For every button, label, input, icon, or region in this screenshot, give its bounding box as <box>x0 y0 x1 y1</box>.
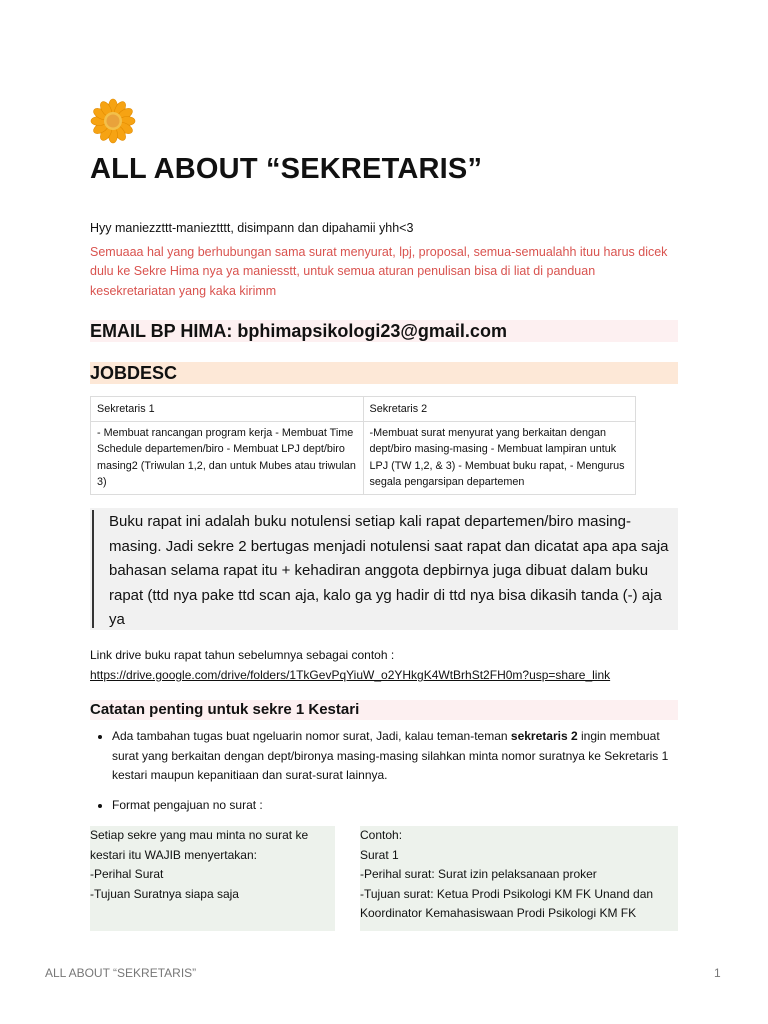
page-number: 1 <box>714 966 721 980</box>
example-line: -Tujuan surat: Ketua Prodi Psikologi KM FK Unand dan Koordinator Kemahasiswaan Prodi Psikologi KM FK <box>360 886 654 920</box>
list-item <box>112 727 678 786</box>
jobdesc-table <box>90 396 636 495</box>
format-example-box <box>360 826 678 931</box>
quote-block <box>90 508 678 630</box>
table-row <box>91 421 636 494</box>
notice-text: Semuaaa hal yang berhubungan sama surat menyurat, lpj, proposal, semua-semualahh ituu harus dicek dulu ke Sekre Hima nya ya maniesstt, untuk semua aturan penulisan bisa di liat di panduan kesekretariatan yang kaka kirimm <box>90 244 668 298</box>
format-line: kestari itu WAJIB menyertakan: <box>90 847 257 862</box>
drive-link-block <box>90 645 678 685</box>
format-line: -Perihal Surat <box>90 867 164 881</box>
format-line: Setiap sekre yang mau minta no surat ke <box>90 828 309 842</box>
table-header-cell: Sekretaris 1 <box>91 397 364 422</box>
note-text: ingin membuat surat yang berkaitan dengan dept/bironya masing-masing silahkan minta nomor suratnya ke Sekretaris 1 kestari maupun kepanitiaan dan surat-surat lainnya. <box>112 729 669 782</box>
drive-link[interactable]: https://drive.google.com/drive/folders/1TkGevPqYiuW_o2YHkgK4WtBrhSt2FH0m?usp=share_link <box>90 668 611 682</box>
format-requirements-box <box>90 826 335 931</box>
jobdesc-heading: JOBDESC <box>90 362 678 384</box>
table-header-row <box>91 397 636 422</box>
table-cell: - Membuat rancangan program kerja - Membuat Time Schedule departemen/biro - Membuat LPJ dept/biro masing2 (Triwulan 1,2, dan untuk Mubes atau triwulan 3) <box>91 421 364 494</box>
page-title: ALL ABOUT “SEKRETARIS” <box>90 153 483 185</box>
footer-title: ALL ABOUT “SEKRETARIS” <box>45 966 197 980</box>
table-cell: -Membuat surat menyurat yang berkaitan dengan dept/biro masing-masing - Membuat lampiran untuk LPJ (TW 1,2, & 3) - Membuat buku rapat, - Mengurus segala pengarsipan departemen <box>363 421 636 494</box>
example-line: Surat 1 <box>360 847 399 862</box>
note-bold-text: sekretaris 2 <box>510 729 578 743</box>
quote-text: Buku rapat ini adalah buku notulensi setiap kali rapat departemen/biro masing-masing. Jadi sekre 2 bertugas menjadi notulensi saat rapat dan dicatat apa apa saja bahasan selama rapat itu + kehadiran anggota depbirnya juga dibuat dalam buku rapat (ttd nya pake ttd scan aja, kalo ga yg hadir di ttd nya bisa dikasih tanda (-) aja ya <box>109 513 669 628</box>
sunflower-icon <box>90 98 136 144</box>
email-heading: EMAIL BP HIMA: bphimapsikologi23@gmail.com <box>90 320 678 342</box>
note-text: Ada tambahan tugas buat ngeluarin nomor surat, Jadi, kalau teman-teman <box>112 729 511 743</box>
list-item: • Format pengajuan no surat : <box>112 796 678 816</box>
catatan-heading: Catatan penting untuk sekre 1 Kestari <box>90 700 678 720</box>
format-line: -Tujuan Suratnya siapa saja <box>90 886 239 901</box>
example-line: Contoh: <box>360 828 403 842</box>
table-header-cell: Sekretaris 2 <box>363 397 636 422</box>
greeting-text: Hyy maniezzttt-manieztttt, disimpann dan dipahamii yhh<3 <box>90 221 414 235</box>
quote-bar <box>92 510 94 628</box>
example-line: -Perihal surat: Surat izin pelaksanaan proker <box>360 867 597 881</box>
notes-list <box>90 727 678 825</box>
link-label: Link drive buku rapat tahun sebelumnya sebagai contoh : <box>90 648 395 662</box>
intro <box>90 219 678 305</box>
